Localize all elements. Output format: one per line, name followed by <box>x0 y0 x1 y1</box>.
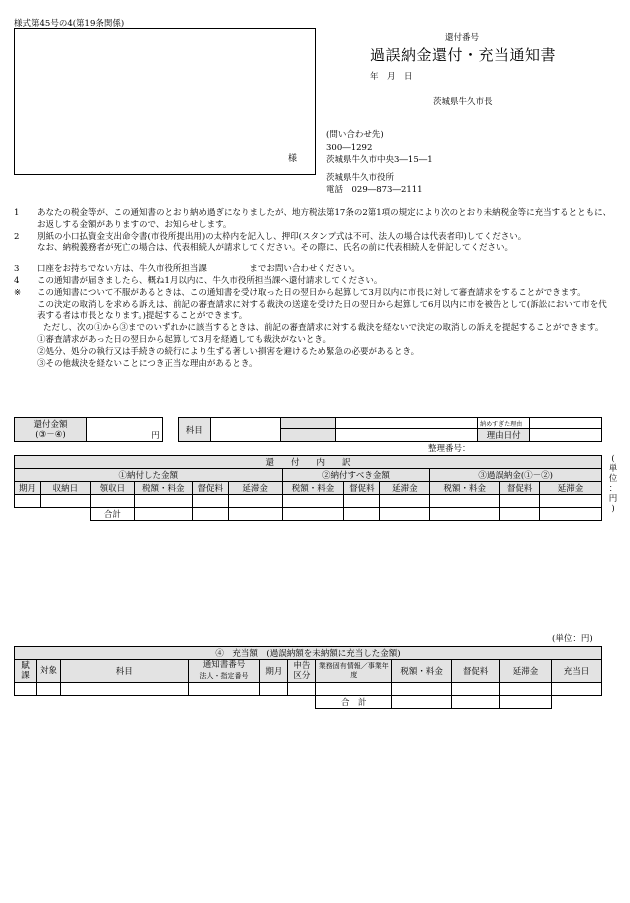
overpaid-reason-label: 納めすぎた理由 <box>478 418 530 429</box>
contact-label: (問い合わせ先) <box>326 130 384 140</box>
breakdown-table <box>14 455 602 521</box>
column-header: 対象 <box>36 660 60 683</box>
refund-amount-value: 円 <box>86 418 162 442</box>
column-header: 期月 <box>15 482 41 495</box>
contact-block <box>326 129 433 197</box>
honorific: 様 <box>288 154 298 164</box>
column-header: 収納日 <box>40 482 90 495</box>
contact-phone: 電話 029―873―2111 <box>326 185 423 195</box>
appeal-line-2: ただし、次の①から③までのいずれかに該当するときは、前記の審査請求に対する裁決を経ないで決定の取消しの訴えを提起することができます。 <box>43 323 604 334</box>
notes <box>14 208 614 370</box>
table-row <box>15 495 602 508</box>
refund-number-label: 還付番号 <box>445 33 480 43</box>
total-row <box>15 508 602 521</box>
column-header: 業務固有情報／事業年度 <box>316 660 392 683</box>
note-item: 4 この通知書が届きましたら、概ね1月以内に、牛久市役所担当課へ還付請求してください。 <box>14 275 383 286</box>
address-box <box>14 28 316 175</box>
column-header: 督促料 <box>500 482 540 495</box>
total-row <box>15 696 602 709</box>
column-header: 賦課 <box>15 660 37 683</box>
refund-amount-label: 還付金額 (③－④) <box>15 418 87 442</box>
column-header: 税額・料金 <box>430 482 500 495</box>
column-header: 領収日 <box>90 482 134 495</box>
note-item: 1 あなたの税金等が、この通知書のとおり納め過ぎになりましたが、地方税法第17条の2第1項の規定により次のとおり未納税金等に充当するとともに、お返しする金額がありますので、お知らせします。 <box>14 208 612 230</box>
appropriation-title: ④ 充当額 (過誤納額を未納額に充当した金額) <box>15 647 602 660</box>
column-header: 督促料 <box>452 660 500 683</box>
contact-address: 茨城県牛久市中央3―15―1 <box>326 155 433 165</box>
contact-office: 茨城県牛久市役所 <box>326 172 395 183</box>
seiri-number-label: 整理番号： <box>428 444 471 454</box>
group-paid: ①納付した金額 <box>15 469 283 482</box>
column-header: 延滞金 <box>228 482 282 495</box>
document-title: 過誤納金還付・充当通知書 <box>370 46 557 64</box>
contact-postal: 300―1292 <box>326 142 373 153</box>
column-header: 税額・料金 <box>282 482 344 495</box>
table-row <box>15 683 602 696</box>
refund-summary-table <box>14 417 602 442</box>
total-label: 合 計 <box>316 696 392 709</box>
column-header: 延滞金 <box>380 482 430 495</box>
group-due: ②納付すべき金額 <box>282 469 430 482</box>
column-header: 税額・料金 <box>392 660 452 683</box>
issuer: 茨城県牛久市長 <box>433 97 493 107</box>
appeal-case-1: ①審査請求があった日の翌日から起算して3月を経過しても裁決がないとき。 <box>37 334 331 345</box>
column-header: 通知書番号 法人・指定番号 <box>188 660 260 683</box>
total-label: 合計 <box>90 508 134 521</box>
column-header: 延滞金 <box>500 660 552 683</box>
column-header: 期月 <box>260 660 288 683</box>
appeal-line-1: この決定の取消しを求める訴えは、前記の審査請求に対する裁決の送達を受けた日の翌日から起算して6月以内に市を被告として(訴訟において市を代表する者は市長となります。)提起することができます。 <box>37 299 607 322</box>
column-header: 督促料 <box>344 482 380 495</box>
column-header: 科目 <box>60 660 188 683</box>
note-item: 3 口座をお持ちでない方は、牛久市役所担当課 までお問い合わせください。 <box>14 264 360 275</box>
appropriation-table <box>14 646 602 709</box>
appeal-case-2: ②処分、処分の執行又は手続きの続行により生ずる著しい損害を避けるため緊急の必要があるとき。 <box>37 346 420 357</box>
column-header: 申告区分 <box>288 660 316 683</box>
item-label: 科目 <box>178 418 210 442</box>
column-header: 延滞金 <box>540 482 602 495</box>
item-value <box>210 418 280 442</box>
group-overpaid: ③過誤納金(①－②) <box>430 469 602 482</box>
appeal-case-3: ③その他裁決を経ないことにつき正当な理由があるとき。 <box>37 358 258 369</box>
note-item: なお、納税義務者が死亡の場合は、代表相続人が請求してください。その際に、氏名の前に代表相続人を併記してください。 <box>37 243 514 254</box>
breakdown-title: 還 付 内 訳 <box>15 456 602 469</box>
column-header: 督促料 <box>192 482 228 495</box>
reason-date-label: 理由日付 <box>478 429 530 442</box>
note-item: ※ この通知書について不服があるときは、この通知書を受け取った日の翌日から起算して3月以内に市長に対して審査請求をすることができます。 <box>14 287 586 298</box>
note-item: 2 別紙の小口払資金支出命令書(市役所提出用)の太枠内を記入し、押印(スタンプ式は不可、法人の場合は代表者印)してください。 <box>14 231 527 242</box>
form-number: 様式第45号の4(第19条関係) <box>14 19 125 29</box>
issue-date: 年 月 日 <box>370 72 413 82</box>
column-header: 税額・料金 <box>134 482 192 495</box>
appropriation-unit-label: (単位：円) <box>552 634 593 644</box>
column-header: 充当日 <box>552 660 602 683</box>
breakdown-unit-label: ( 単 位 ： 円 ) <box>608 454 618 514</box>
